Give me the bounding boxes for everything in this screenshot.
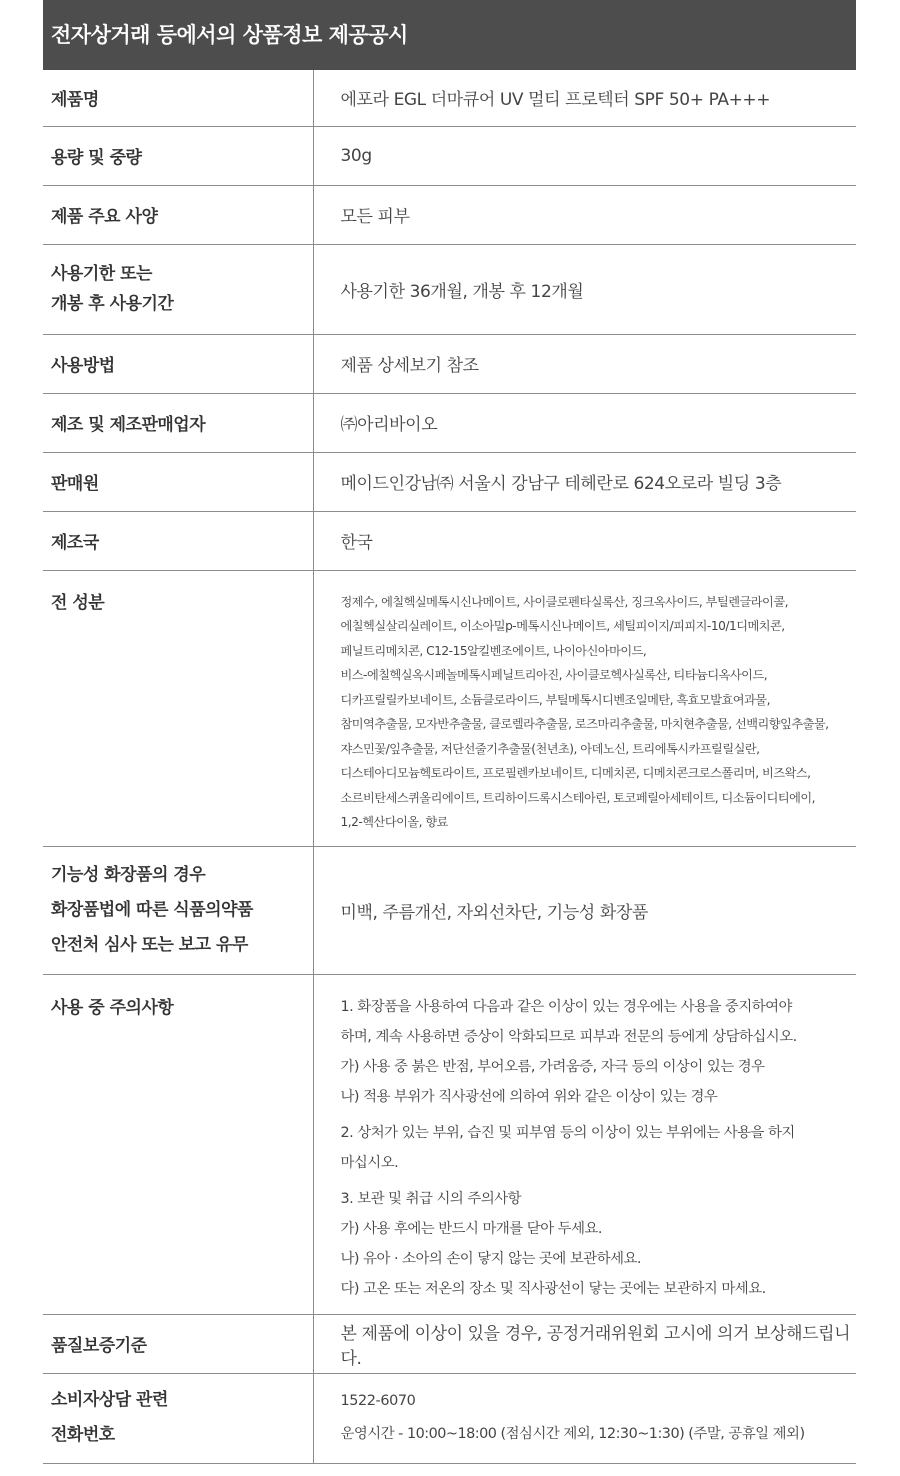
seller-value: 메이드인강남㈜ 서울시 강남구 테헤란로 624오로라 빌딩 3층 <box>313 452 856 511</box>
manufacturer-value: ㈜아리바이오 <box>313 393 856 452</box>
contact-hours: 운영시간 - 10:00~18:00 (점심시간 제외, 12:30~1:30) (주말, 공휴일 제외) <box>340 1426 805 1442</box>
row-country <box>43 511 856 570</box>
volume-label: 용량 및 중량 <box>43 126 313 185</box>
ingredients-line: 페닐트리메치콘, C12-15알킬벤조에이트, 나이아신아마이드, <box>340 643 647 658</box>
caution-line: 2. 상처가 있는 부위, 습진 및 피부염 등의 이상이 있는 부위에는 사용을 하지 <box>340 1124 795 1141</box>
usage-value: 제품 상세보기 참조 <box>313 334 856 393</box>
expiry-label <box>43 244 313 334</box>
ingredients-line: 비스-에칠헥실옥시페놀메톡시페닐트리아진, 사이클로헥사실록산, 티타늄디옥사이드, <box>340 668 768 682</box>
contact-label <box>43 1373 313 1463</box>
ingredients-line: 정제수, 에칠헥실메톡시신나메이트, 사이클로펜타실록산, 징크옥사이드, 부틸렌글라이콜, <box>340 594 788 609</box>
country-label: 제조국 <box>43 511 313 570</box>
manufacturer-label: 제조 및 제조판매업자 <box>43 393 313 452</box>
row-functional <box>43 846 856 974</box>
functional-value: 미백, 주름개선, 자외선차단, 기능성 화장품 <box>313 846 856 974</box>
seller-label: 판매원 <box>43 452 313 511</box>
row-product-name <box>43 70 856 126</box>
product-info-table <box>43 70 856 1464</box>
functional-label-line-1: 기능성 화장품의 경우 <box>51 864 206 885</box>
caution-value <box>313 974 856 1314</box>
row-seller <box>43 452 856 511</box>
caution-line: 나) 유아 · 소아의 손이 닿지 않는 곳에 보관하세요. <box>340 1250 641 1267</box>
ingredients-line: 쟈스민꽃/잎추출물, 저단선줄기추출물(천년초), 아데노신, 트리에톡시카프릴릴실란, <box>340 741 760 756</box>
caution-line: 나) 적용 부위가 직사광선에 의하여 위와 같은 이상이 있는 경우 <box>340 1088 718 1105</box>
volume-value: 30g <box>313 126 856 185</box>
row-expiry <box>43 244 856 334</box>
contact-phone: 1522-6070 <box>340 1393 416 1409</box>
ingredients-label: 전 성분 <box>43 570 313 846</box>
row-caution <box>43 974 856 1314</box>
product-name-value: 에포라 EGL 더마큐어 UV 멀티 프로텍터 SPF 50+ PA+++ <box>313 70 856 126</box>
ingredients-list <box>341 590 853 835</box>
functional-label-line-2: 화장품법에 따른 식품의약품 <box>51 899 253 920</box>
caution-line: 3. 보관 및 취급 시의 주의사항 <box>340 1190 522 1207</box>
expiry-label-line-2: 개봉 후 사용기간 <box>51 294 174 314</box>
caution-line: 1. 화장품을 사용하여 다음과 같은 이상이 있는 경우에는 사용을 중지하여야 <box>340 998 792 1015</box>
product-info-sheet <box>43 0 856 1464</box>
expiry-value: 사용기한 36개월, 개봉 후 12개월 <box>313 244 856 334</box>
specs-value: 모든 피부 <box>313 185 856 244</box>
caution-line: 하며, 계속 사용하면 증상이 악화되므로 피부과 전문의 등에게 상담하십시오. <box>340 1028 797 1045</box>
usage-label: 사용방법 <box>43 334 313 393</box>
caution-label: 사용 중 주의사항 <box>43 974 313 1314</box>
row-manufacturer <box>43 393 856 452</box>
specs-label: 제품 주요 사양 <box>43 185 313 244</box>
functional-label-line-3: 안전처 심사 또는 보고 유무 <box>51 934 248 955</box>
row-quality <box>43 1314 856 1373</box>
row-volume <box>43 126 856 185</box>
ingredients-value <box>313 570 856 846</box>
country-value: 한국 <box>313 511 856 570</box>
row-specs <box>43 185 856 244</box>
functional-label <box>43 846 313 974</box>
contact-label-line-1: 소비자상담 관련 <box>51 1390 168 1410</box>
page-title: 전자상거래 등에서의 상품정보 제공공시 <box>43 0 856 70</box>
caution-list <box>341 992 853 1304</box>
caution-line: 마십시오. <box>340 1154 399 1171</box>
ingredients-line: 참미역추출물, 모자반추출물, 클로렐라추출물, 로즈마리추출물, 마치현추출물, 선백리향잎추출물, <box>340 717 829 731</box>
ingredients-line: 1,2-헥산다이올, 향료 <box>340 815 448 829</box>
caution-line: 가) 사용 후에는 반드시 마개를 닫아 두세요. <box>340 1220 602 1237</box>
quality-label: 품질보증기준 <box>43 1314 313 1373</box>
ingredients-line: 디스테아디모늄헥토라이트, 프로필렌카보네이트, 디메치콘, 디메치콘크로스폴리머, 비즈왁스, <box>340 766 811 780</box>
expiry-label-line-1: 사용기한 또는 <box>51 264 152 284</box>
ingredients-line: 디카프릴릴카보네이트, 소듐클로라이드, 부틸메톡시디벤조일메탄, 흑효모발효여과물, <box>340 692 770 707</box>
caution-line: 다) 고온 또는 저온의 장소 및 직사광선이 닿는 곳에는 보관하지 마세요. <box>340 1280 766 1297</box>
product-name-label: 제품명 <box>43 70 313 126</box>
caution-line: 가) 사용 중 붉은 반점, 부어오름, 가려움증, 자극 등의 이상이 있는 경우 <box>340 1058 765 1075</box>
quality-value: 본 제품에 이상이 있을 경우, 공정거래위원회 고시에 의거 보상해드립니다. <box>313 1314 856 1373</box>
ingredients-line: 에칠헥실살리실레이트, 이소아밀p-메톡시신나메이트, 세틸피이지/피피지-10/1디메치콘, <box>340 619 785 633</box>
ingredients-line: 소르비탄세스퀴올리에이트, 트리하이드록시스테아린, 토코페릴아세테이트, 디소듐이디티에이, <box>340 790 816 805</box>
contact-value <box>313 1373 856 1463</box>
row-contact <box>43 1373 856 1463</box>
row-ingredients <box>43 570 856 846</box>
contact-label-line-2: 전화번호 <box>51 1425 115 1445</box>
row-usage <box>43 334 856 393</box>
